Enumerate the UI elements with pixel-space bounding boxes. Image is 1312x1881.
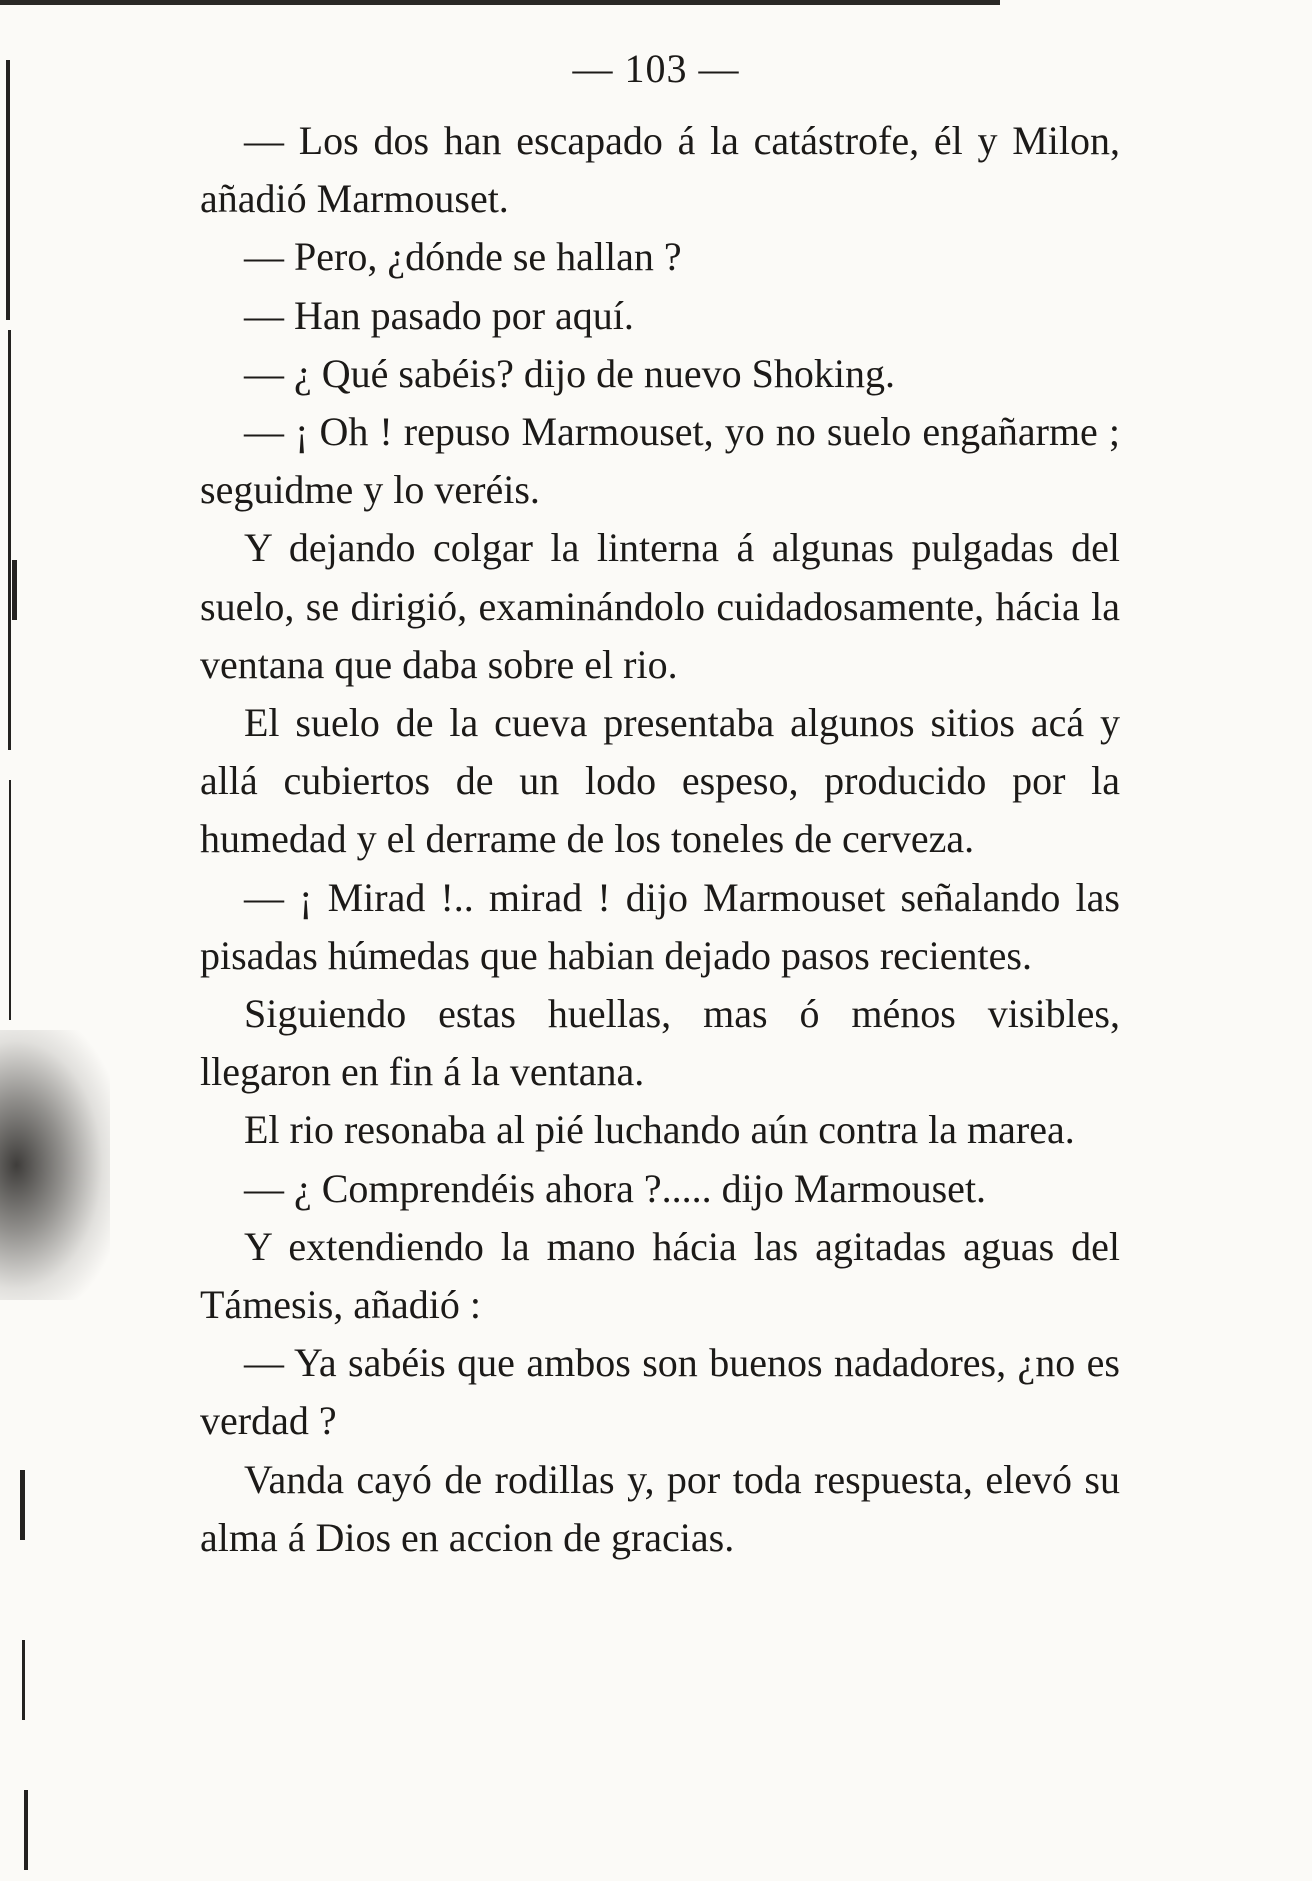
- paragraph: — Han pasado por aquí.: [244, 292, 634, 338]
- edge-mark: [24, 1790, 28, 1870]
- paragraph: El rio resonaba al pié luchando aún contra la marea.: [244, 1107, 1075, 1153]
- paragraph: Siguiendo estas huellas, mas ó ménos visibles, llegaron en fin á la ventana.: [200, 991, 1120, 1095]
- paragraph: — Pero, ¿dónde se hallan ?: [244, 234, 682, 280]
- paragraph: — ¿ Qué sabéis? dijo de nuevo Shoking.: [244, 350, 895, 396]
- edge-mark: [12, 560, 17, 620]
- edge-mark: [22, 1640, 25, 1720]
- edge-mark: [8, 330, 11, 750]
- paragraph: — ¡ Oh ! repuso Marmouset, yo no suelo engañarme ; seguidme y lo veréis.: [200, 409, 1120, 513]
- paragraph: — ¡ Mirad !.. mirad ! dijo Marmouset señalando las pisadas húmedas que habian dejado pasos recientes.: [200, 874, 1120, 978]
- paragraph: Vanda cayó de rodillas y, por toda respuesta, elevó su alma á Dios en accion de gracias.: [200, 1456, 1120, 1560]
- body-text: [200, 112, 1120, 1567]
- ink-smudge: [0, 1030, 110, 1300]
- left-page-edge: [0, 0, 40, 1881]
- paragraph: El suelo de la cueva presentaba algunos sitios acá y allá cubiertos de un lodo espeso, producido por la humedad y el derrame de los toneles de cerveza.: [200, 700, 1120, 862]
- edge-mark: [20, 1470, 25, 1540]
- paragraph: — Ya sabéis que ambos son buenos nadadores, ¿no es verdad ?: [200, 1340, 1120, 1444]
- paragraph: Y extendiendo la mano hácia las agitadas aguas del Támesis, añadió :: [200, 1223, 1120, 1328]
- paragraph: — Los dos han escapado á la catástrofe, él y Milon, añadió Marmouset.: [200, 118, 1120, 222]
- top-edge-rule: [0, 0, 1000, 5]
- page-number: — 103 —: [572, 46, 740, 91]
- paragraph: Y dejando colgar la linterna á algunas pulgadas del suelo, se dirigió, examinándolo cuidadosamente, hácia la ventana que daba sobre el rio.: [200, 525, 1120, 687]
- edge-mark: [6, 60, 10, 320]
- paragraph: — ¿ Comprendéis ahora ?..... dijo Marmouset.: [244, 1165, 987, 1211]
- edge-mark: [9, 780, 11, 1020]
